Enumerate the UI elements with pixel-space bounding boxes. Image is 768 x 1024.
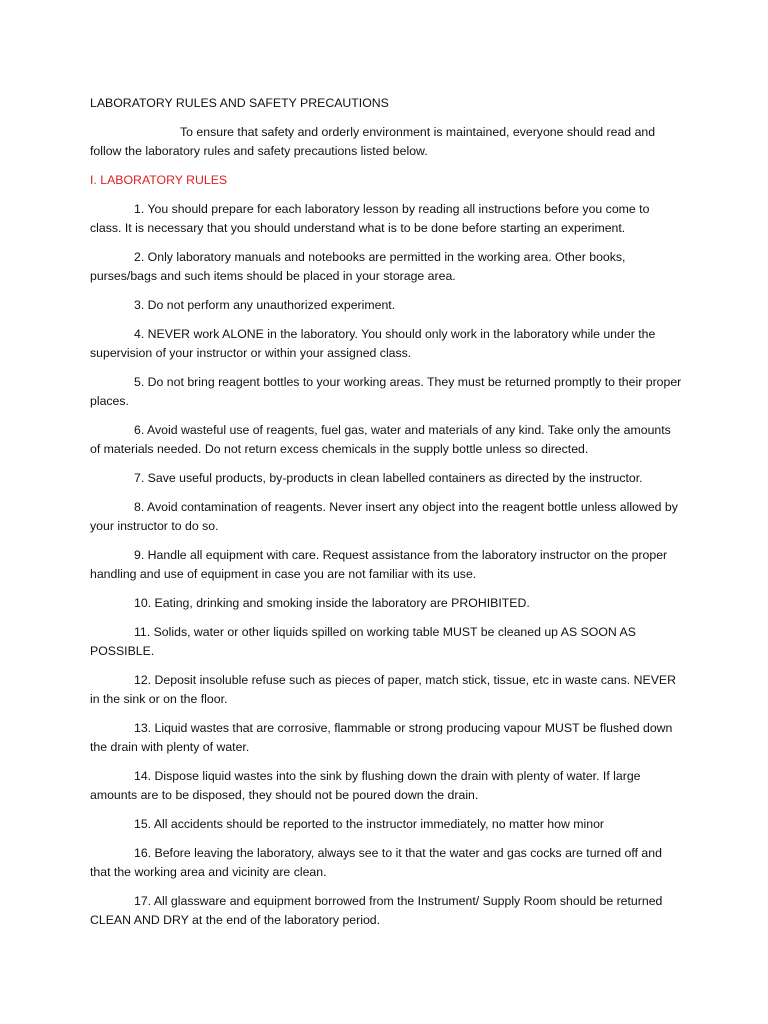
rule-item: 3. Do not perform any unauthorized experiment. (134, 298, 396, 312)
rule-item: 9. Handle all equipment with care. Request assistance from the laboratory instructor on the proper handling and use of equipment in case you are not familiar with its use. (90, 548, 668, 581)
rule-item: 5. Do not bring reagent bottles to your working areas. They must be returned promptly to their proper places. (90, 375, 682, 408)
rule-item: 15. All accidents should be reported to the instructor immediately, no matter how minor (134, 817, 605, 831)
section-heading: I. LABORATORY RULES (90, 173, 228, 187)
rule-item: 7. Save useful products, by-products in clean labelled containers as directed by the instructor. (134, 471, 643, 485)
rule-item: 4. NEVER work ALONE in the laboratory. You should only work in the laboratory while under the supervision of your instructor or within your assigned class. (90, 327, 656, 360)
rule-item: 13. Liquid wastes that are corrosive, flammable or strong producing vapour MUST be flushed down the drain with plenty of water. (90, 721, 673, 754)
rule-item: 2. Only laboratory manuals and notebooks are permitted in the working area. Other books, purses/bags and such items should be placed in your storage area. (90, 250, 626, 283)
rule-item: 11. Solids, water or other liquids spilled on working table MUST be cleaned up AS SOON AS POSSIBLE. (90, 625, 636, 658)
intro-paragraph: To ensure that safety and orderly environment is maintained, everyone should read and follow the laboratory rules and safety precautions listed below. (90, 125, 656, 158)
document-title: LABORATORY RULES AND SAFETY PRECAUTIONS (90, 96, 389, 110)
rule-item: 17. All glassware and equipment borrowed from the Instrument/ Supply Room should be returned CLEAN AND DRY at the end of the laboratory period. (90, 894, 663, 927)
rule-item: 6. Avoid wasteful use of reagents, fuel gas, water and materials of any kind. Take only the amounts of materials needed. Do not return excess chemicals in the supply bottle unless so directed. (90, 423, 671, 456)
rule-item: 1. You should prepare for each laboratory lesson by reading all instructions before you come to class. It is necessary that you should understand what is to be done before starting an experiment. (90, 202, 650, 235)
rule-item: 10. Eating, drinking and smoking inside the laboratory are PROHIBITED. (134, 596, 530, 610)
rule-item: 8. Avoid contamination of reagents. Never insert any object into the reagent bottle unless allowed by your instructor to do so. (90, 500, 678, 533)
document-page (90, 94, 682, 940)
rule-item: 16. Before leaving the laboratory, always see to it that the water and gas cocks are turned off and that the working area and vicinity are clean. (90, 846, 662, 879)
rule-item: 14. Dispose liquid wastes into the sink by flushing down the drain with plenty of water. If large amounts are to be disposed, they should not be poured down the drain. (90, 769, 641, 802)
rule-item: 12. Deposit insoluble refuse such as pieces of paper, match stick, tissue, etc in waste cans. NEVER in the sink or on the floor. (90, 673, 677, 706)
